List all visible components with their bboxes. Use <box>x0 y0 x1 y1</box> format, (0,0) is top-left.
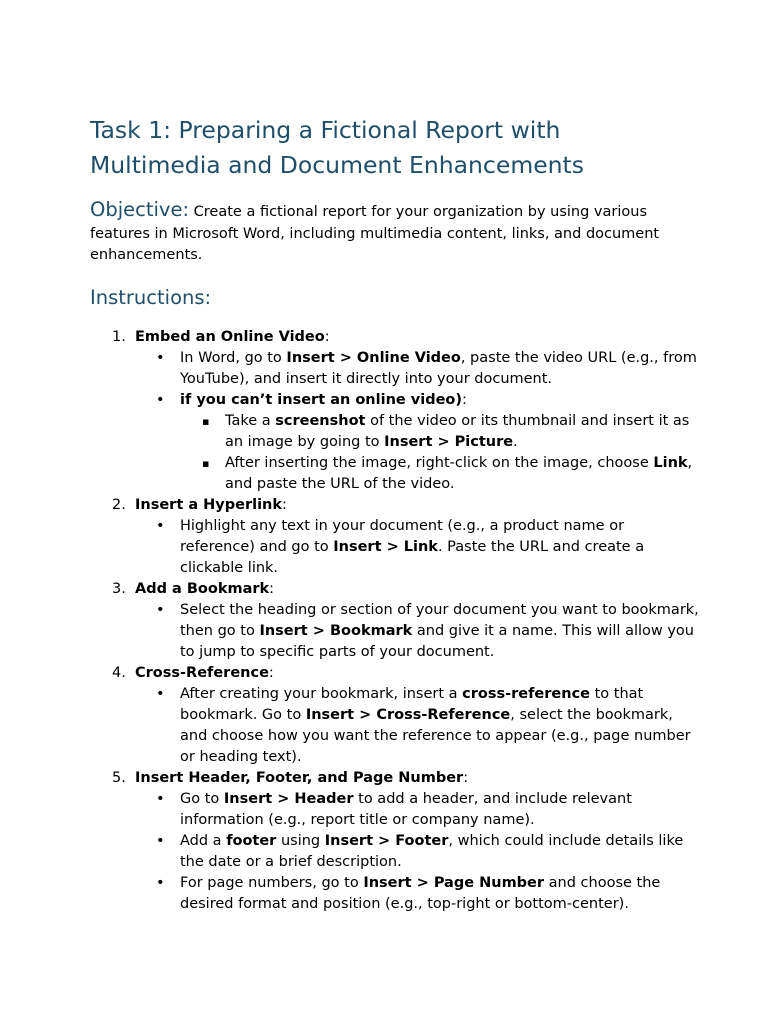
bullet-marker: • <box>156 791 165 807</box>
step-colon: : <box>324 329 330 345</box>
bullet-item <box>90 390 700 411</box>
step-colon: : <box>463 770 469 786</box>
step-heading: Insert Header, Footer, and Page Number <box>135 770 464 786</box>
bullet-marker: • <box>156 686 165 702</box>
title-line-1: Task 1: Preparing a Fictional Report with <box>90 116 561 144</box>
bullet-marker: • <box>156 875 165 891</box>
bullet-text: to add a header, and include relevant information (e.g., report title or company name). <box>180 791 632 828</box>
bullet-item <box>90 516 700 579</box>
step-heading: Cross-Reference <box>135 665 269 681</box>
bullet-bold: Insert > Bookmark <box>259 623 413 639</box>
bullet-marker: • <box>156 350 165 366</box>
instructions-heading: Instructions: <box>90 286 212 309</box>
bullet-bold: Insert > Picture <box>384 434 514 450</box>
bullet-item <box>90 789 700 831</box>
bullet-text: In Word, go to <box>180 350 287 366</box>
bullet-bold: Link <box>653 455 688 471</box>
step-number: 2. <box>112 497 126 513</box>
bullet-text: Select the heading or section of your document you want to bookmark, then go to <box>180 602 699 639</box>
step-item <box>90 579 700 600</box>
square-bullet-marker: ▪ <box>202 415 210 428</box>
bullet-bold: Insert > Header <box>223 791 354 807</box>
bullet-bold: Insert > Link <box>333 539 438 555</box>
step-number: 5. <box>112 770 126 786</box>
objective-colon: : <box>182 198 190 221</box>
bullet-text: For page numbers, go to <box>180 875 364 891</box>
bullet-text: , paste the video URL (e.g., from YouTube), and insert it directly into your document. <box>180 350 697 387</box>
bullet-text: Take a <box>225 413 276 429</box>
bullet-text: to that bookmark. Go to <box>180 686 644 723</box>
step-colon: : <box>282 497 287 513</box>
bullet-text: , which could include details like the date or a brief description. <box>180 833 684 870</box>
title-line-2: Multimedia and Document Enhancements <box>90 151 585 179</box>
bullet-item <box>90 873 700 915</box>
bullet-text: using <box>276 833 325 849</box>
bullet-marker: • <box>156 833 165 849</box>
bullet-item <box>90 600 700 663</box>
step-number: 3. <box>112 581 126 597</box>
bullet-marker: • <box>156 602 165 618</box>
bullet-bold: Insert > Footer <box>324 833 449 849</box>
bullet-text: . Paste the URL and create a clickable link. <box>180 539 645 576</box>
page-title <box>90 113 730 183</box>
bullet-text: . <box>513 434 518 450</box>
bullet-marker: • <box>156 518 165 534</box>
bullet-bold: footer <box>226 833 277 849</box>
bullet-text: of the video or its thumbnail and insert it as an image by going to <box>225 413 690 450</box>
instruction-steps <box>90 327 700 915</box>
bullet-text: Go to <box>180 791 224 807</box>
step-item <box>90 663 700 684</box>
objective-label: Objective <box>90 198 183 221</box>
bullet-text: After creating your bookmark, insert a <box>180 686 463 702</box>
bullet-bold: if you can’t insert an online video) <box>180 392 462 408</box>
bullet-text: and choose the desired format and position (e.g., top-right or bottom-center). <box>180 875 661 912</box>
step-item <box>90 768 700 789</box>
bullet-text: and give it a name. This will allow you to jump to specific parts of your document. <box>180 623 694 660</box>
bullet-text: After inserting the image, right-click on the image, choose <box>225 455 654 471</box>
bullet-bold: Insert > Cross-Reference <box>305 707 511 723</box>
bullet-item <box>90 831 700 873</box>
bullet-bold: cross-reference <box>462 686 591 702</box>
sub-bullet-item <box>90 411 700 453</box>
bullet-text: Add a <box>180 833 227 849</box>
step-number: 1. <box>112 329 126 345</box>
bullet-bold: Insert > Online Video <box>286 350 461 366</box>
objective-paragraph <box>90 199 690 267</box>
bullet-text: , select the bookmark, and choose how you want the reference to appear (e.g., page number or heading text). <box>180 707 691 765</box>
step-number: 4. <box>112 665 126 681</box>
step-item <box>90 327 700 348</box>
step-item <box>90 495 700 516</box>
square-bullet-marker: ▪ <box>202 457 210 470</box>
bullet-bold: screenshot <box>275 413 366 429</box>
sub-bullet-item <box>90 453 700 495</box>
bullet-text: , and paste the URL of the video. <box>225 455 693 492</box>
bullet-item <box>90 348 700 390</box>
objective-text: Create a fictional report for your organization by using various features in Microsoft Word, including multimedia content, links, and document enhancements. <box>90 204 660 263</box>
step-colon: : <box>268 665 274 681</box>
bullet-item <box>90 684 700 768</box>
step-heading: Insert a Hyperlink <box>135 497 283 513</box>
bullet-text: Highlight any text in your document (e.g., a product name or reference) and go to <box>180 518 625 555</box>
bullet-bold: Insert > Page Number <box>363 875 545 891</box>
step-heading: Embed an Online Video <box>135 329 325 345</box>
bullet-marker: • <box>156 392 165 408</box>
bullet-text: : <box>462 392 467 408</box>
step-heading: Add a Bookmark <box>135 581 270 597</box>
step-colon: : <box>269 581 275 597</box>
